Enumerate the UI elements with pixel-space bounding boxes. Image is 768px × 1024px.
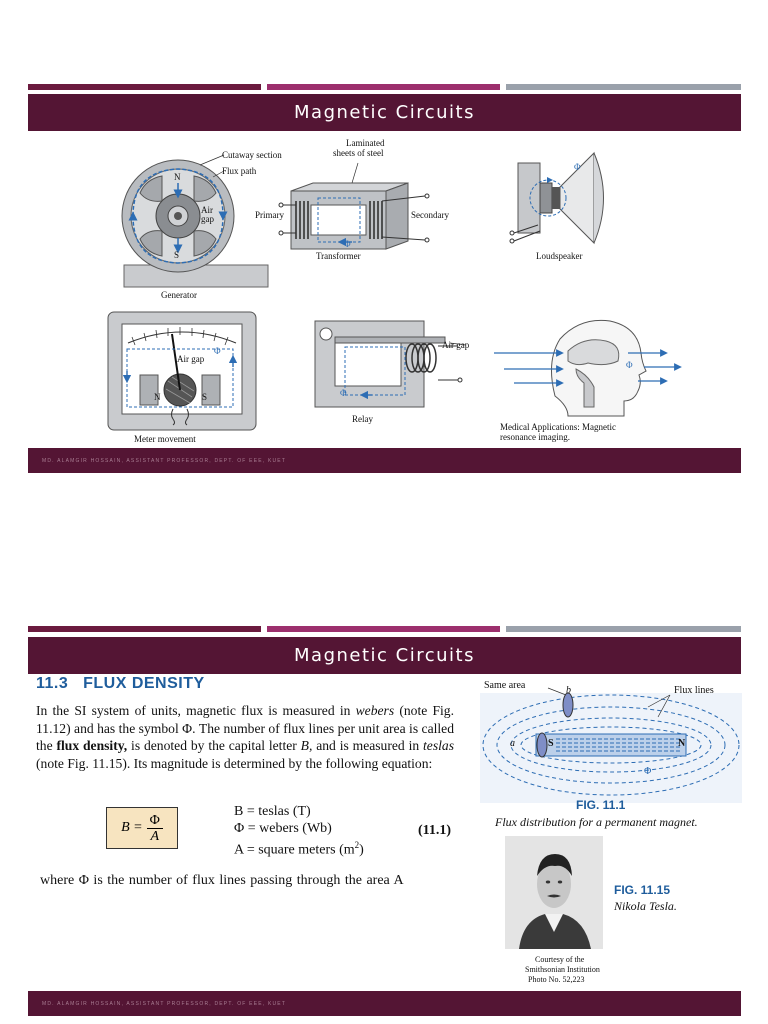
mri-phi-label: Φ [626,360,633,370]
fig111-a-label: a [510,738,515,749]
fig111-b-label: b [566,685,571,696]
slide-footer-text: MD. ALAMGIR HOSSAIN, ASSISTANT PROFESSOR, DEPT. OF EEE, KUET [42,1000,287,1007]
equation-box [106,807,178,849]
mri-caption-2: resonance imaging. [500,432,570,442]
loudspeaker-phi-label: Φ [574,162,581,172]
transformer-diagram [279,163,429,249]
para-text-2: (note Fig. 11.12) and has the symbol Φ. The number of flux lines per unit area is called the [36,703,454,753]
tesla-credit-2: Smithsonian Institution [525,965,600,974]
slide-footer [28,991,741,1016]
where-sentence: where Φ is the number of flux lines passing through the area A [40,873,404,888]
transformer-header-1: Laminated [346,138,385,148]
accent-bars [28,626,741,632]
section-number: 11.3 [36,675,69,692]
loudspeaker-diagram [510,153,604,243]
para-B: B, [300,738,313,753]
fig111-description: Flux distribution for a permanent magnet. [495,815,698,829]
slide-title-text: Magnetic Circuits [294,645,475,666]
equation-denominator: A [150,828,160,844]
tesla-portrait [505,836,603,949]
magnetic-circuits-figures [28,131,741,446]
mri-caption-1: Medical Applications: Magnetic [500,422,616,432]
section-heading [36,675,205,693]
meter-phi-label: Φ [214,346,221,356]
meter-airgap-label: Air gap [177,354,205,364]
slide-footer-text: MD. ALAMGIR HOSSAIN, ASSISTANT PROFESSOR, DEPT. OF EEE, KUET [42,457,287,464]
para-text-5: (note Fig. 11.15). Its magnitude is determined by the following equation: [36,755,433,771]
generator-airgap-label: Air gap [201,205,214,224]
permanent-magnet-flux-figure [480,683,742,803]
meter-south-label: S [202,392,208,402]
para-flux-density: flux density, [56,738,128,753]
def-A [234,837,364,859]
accent-bar-magenta [267,626,500,632]
fig1115-description: Nikola Tesla. [614,899,677,913]
fig111-flux-lines: Flux lines [674,685,714,696]
meter-caption: Meter movement [134,434,196,444]
transformer-caption: Transformer [316,251,361,261]
accent-bar-magenta [267,84,500,90]
transformer-header-2: sheets of steel [333,148,384,158]
def-B: B = teslas (T) [234,804,311,819]
section-title: FLUX DENSITY [83,675,205,692]
slide-2 [28,626,741,1024]
def-A-text: A = square meters (m [234,842,355,858]
generator-callout-flux: Flux path [222,166,257,176]
transformer-secondary-label: Secondary [411,210,449,220]
fig1115-title: FIG. 11.15 [614,883,671,897]
loudspeaker-caption: Loudspeaker [536,251,583,261]
tesla-credit-3: Photo No. 52,223 [528,975,585,984]
generator-north-label: N [174,172,181,182]
para-text-1: In the SI system of units, magnetic flux is measured in [36,703,356,718]
equation-numerator: Φ [147,813,163,829]
transformer-phi-label: Φ [344,239,351,249]
slide-title [28,94,741,131]
fig111-same-area: Same area [484,680,526,691]
meter-north-label: N [154,392,161,402]
slide-footer [28,448,741,473]
fig111-N: N [678,738,686,749]
relay-diagram [315,321,466,407]
accent-bar-maroon [28,84,261,90]
relay-phi-label: Φ [340,388,347,398]
equation-definitions [234,803,364,859]
equation-number: (11.1) [418,823,452,838]
fig111-phi: Φ [644,766,652,777]
para-text-3: is denoted by the capital letter [127,738,301,753]
slide-title [28,637,741,674]
accent-bar-maroon [28,626,261,632]
relay-airgap-label: Air gap [442,340,470,350]
transformer-primary-label: Primary [255,210,284,220]
para-text-4: and is measured in [312,738,424,753]
meter-movement-diagram [108,312,256,430]
accent-bar-gray [506,84,741,90]
accent-bars [28,84,741,90]
tesla-credit-1: Courtesy of the [535,955,585,964]
slide-1 [28,0,741,480]
equation-lhs: B = [121,820,143,835]
def-A-sup: 2 [354,840,360,850]
flux-density-paragraph [36,702,454,772]
relay-caption: Relay [352,414,373,424]
equation-fraction [147,813,163,844]
fig111-S: S [548,738,554,749]
def-A-end: ) [359,842,364,858]
slide-title-text: Magnetic Circuits [294,102,475,123]
generator-callout-cutaway: Cutaway section [222,150,282,160]
para-teslas: teslas [423,738,454,753]
mri-diagram [494,320,678,416]
generator-caption: Generator [161,290,197,300]
generator-south-label: S [174,250,180,260]
accent-bar-gray [506,626,741,632]
fig111-title: FIG. 11.1 [576,798,626,812]
para-webers: webers [355,703,395,718]
def-Phi: Φ = webers (Wb) [234,821,332,836]
